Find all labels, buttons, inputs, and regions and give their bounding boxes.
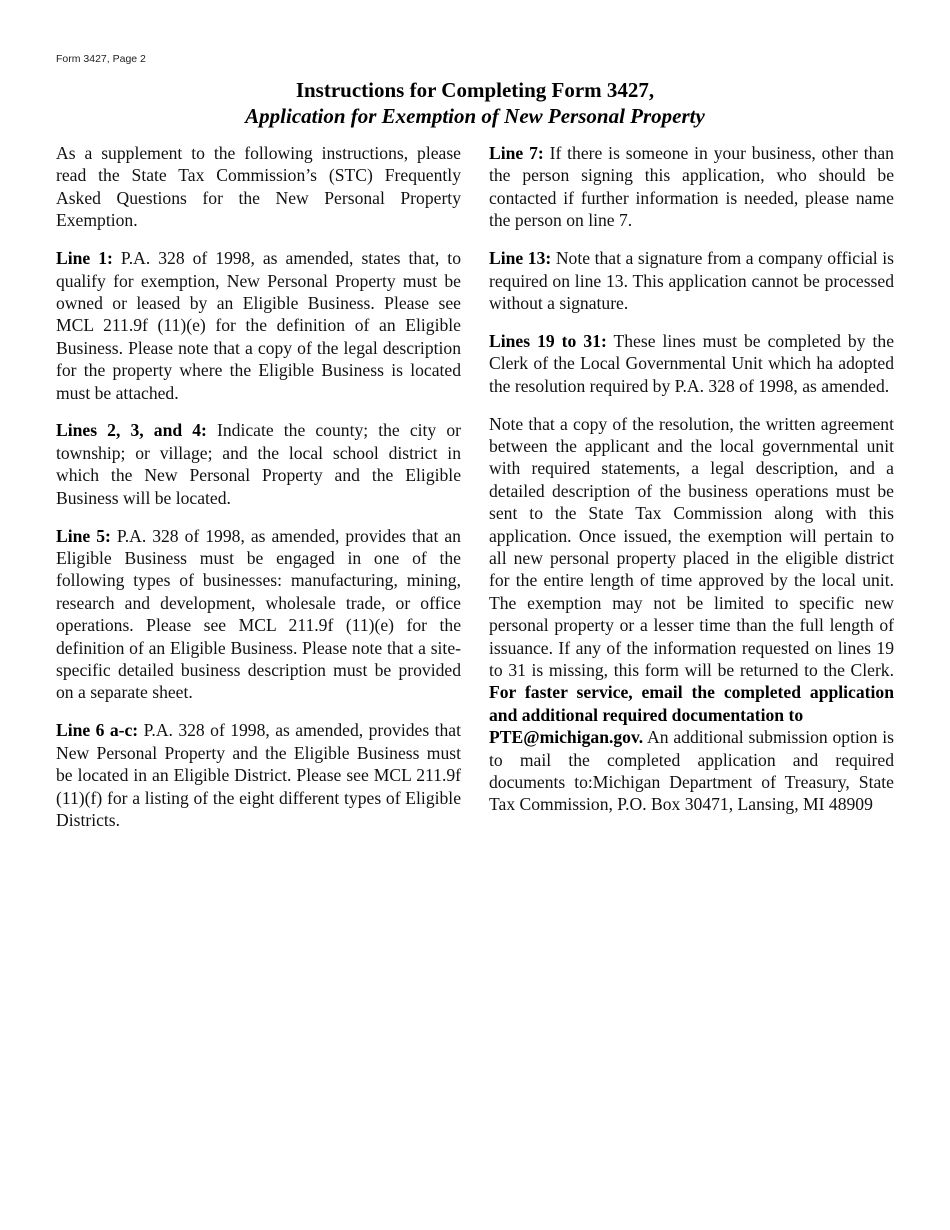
instruction-text: These lines must be completed by the Clerk of the Local Governmental Unit which ha adopted the resolution required by P.A. 328 of 1998, as amended. [489, 330, 894, 396]
document-subtitle: Application for Exemption of New Personal Property [245, 104, 705, 128]
instruction-text: P.A. 328 of 1998, as amended, provides that New Personal Property and the Eligible Business must be located in an Eligible District. Please see MCL 211.9f (11)(f) for a listing of the eight different types of Eligible Districts. [56, 720, 461, 830]
faster-service-notice: For faster service, email the completed application and additional required documentation to [489, 682, 894, 725]
mailing-instructions: An additional submission option is to mail the completed application and required documents to:Michigan Department of Treasury, State Tax Commission, P.O. Box 30471, Lansing, MI 48909 [489, 727, 894, 815]
instruction-label: Line 6 a-c: [56, 720, 139, 741]
note-text: Note that a copy of the resolution, the written agreement between the applicant and the local governmental unit with required statements, a legal description, and a detailed description of the business operations must be sent to the State Tax Commission along with this application. Once issued, the exemption will pertain to all new personal property placed in the eligible district for the entire length of time approved by the local unit. The exemption may not be limited to specific new personal property or a lesser time than the full length of issuance. If any of the information requested on lines 19 to 31 is missing, this form will be returned to the Clerk. [489, 413, 894, 681]
instruction-label: Line 5: [56, 525, 111, 546]
instruction-lines-19-31 [489, 330, 894, 397]
instruction-text: If there is someone in your business, other than the person signing this application, who should be contacted if further information is needed, please name the person on line 7. [489, 143, 894, 231]
instruction-label: Line 7: [489, 143, 544, 163]
email-link[interactable]: PTE@michigan.gov. [489, 727, 644, 748]
instruction-line-6 [56, 719, 461, 831]
instruction-label: Lines 2, 3, and 4: [56, 420, 207, 441]
instruction-line-5 [56, 525, 461, 704]
instruction-line-7 [489, 142, 894, 232]
instruction-text: Indicate the county; the city or township; or village; and the local school district in which the New Personal Property and the Eligible Business will be located. [56, 420, 461, 508]
page-label: Form 3427, Page 2 [56, 53, 146, 65]
instruction-label: Line 1: [56, 248, 113, 269]
submission-note [489, 413, 894, 816]
instruction-text: P.A. 328 of 1998, as amended, states that, to qualify for exemption, New Personal Property must be owned or leased by an Eligible Business. Please see MCL 211.9f (11)(e) for the definition of an Eligible Business. Please note that a copy of the legal description for the property where the Eligible Business is located must be attached. [56, 248, 461, 403]
document-title: Instructions for Completing Form 3427, [295, 78, 655, 102]
instruction-line-13 [489, 247, 894, 314]
instruction-text: P.A. 328 of 1998, as amended, provides that an Eligible Business must be engaged in one of the following types of businesses: manufacturing, mining, research and development, wholesale trade, or office operations. Please see MCL 211.9f (11)(e) for the definition of an Eligible Business. Please note that a site-specific detailed business description must be provided on a separate sheet. [56, 525, 461, 703]
instruction-line-1 [56, 247, 461, 404]
instruction-text: Note that a signature from a company official is required on line 13. This application cannot be processed without a signature. [489, 248, 894, 313]
instruction-label: Line 13: [489, 248, 552, 269]
intro-paragraph: As a supplement to the following instructions, please read the State Tax Commission’s (STC) Frequently Asked Questions for the New Personal Property Exemption. [56, 143, 461, 231]
instruction-label: Lines 19 to 31: [489, 330, 607, 351]
document-title-block [0, 77, 950, 129]
instruction-lines-2-4 [56, 419, 461, 509]
left-column [56, 142, 461, 847]
right-column [489, 142, 894, 831]
